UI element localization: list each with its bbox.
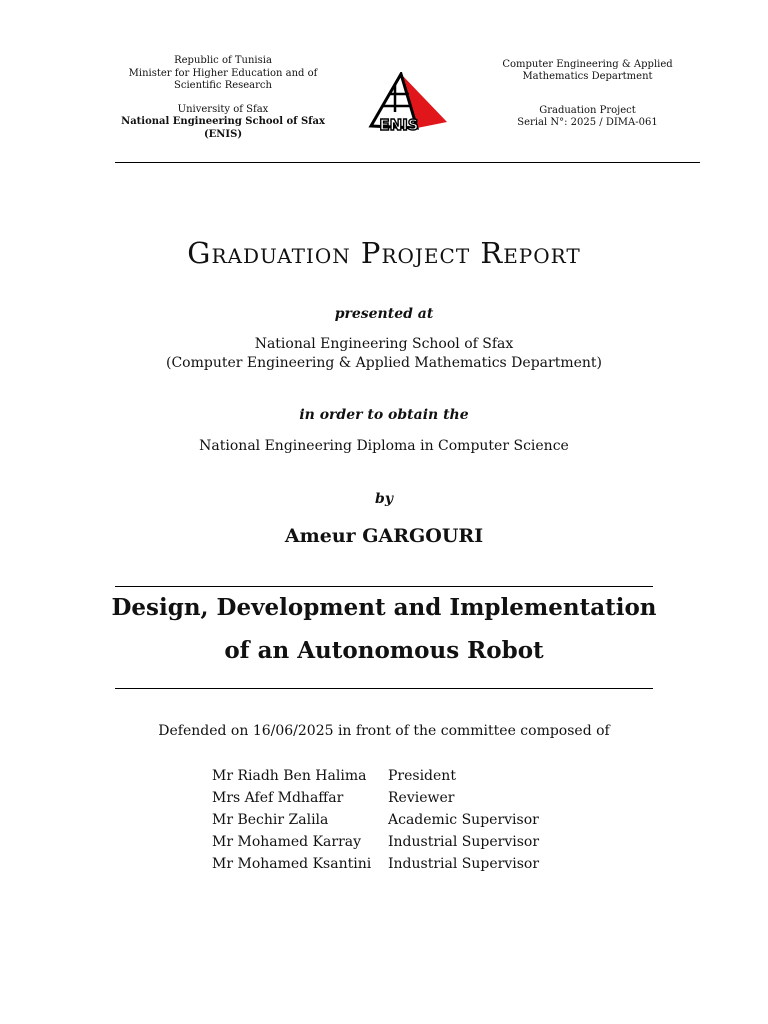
member-role: Reviewer (388, 790, 455, 806)
enis-logo-icon (365, 72, 449, 134)
member-name: Mr Mohamed Karray (212, 834, 362, 850)
university-label: University of Sfax (177, 103, 269, 115)
diploma-name: National Engineering Diploma in Computer Science (199, 438, 569, 454)
member-role: President (388, 768, 456, 784)
thesis-title-line2: of an Autonomous Robot (224, 637, 544, 664)
committee-list (212, 765, 539, 875)
author-name: Ameur GARGOURI (284, 525, 484, 547)
member-role: Academic Supervisor (388, 812, 539, 828)
enis-logo (365, 72, 449, 134)
committee-row (212, 787, 539, 809)
school-name: National Engineering School of Sfax (254, 336, 514, 352)
serial-number: Serial N°: 2025 / DIMA-061 (517, 117, 658, 128)
member-name: Mr Bechir Zalila (212, 812, 329, 828)
header-left-block (118, 55, 328, 141)
defended-text: Defended on 16/06/2025 in front of the committee composed of (158, 723, 610, 739)
thesis-title-line1: Design, Development and Implementation (111, 594, 657, 621)
header-divider (115, 162, 700, 163)
header-right-block (500, 59, 675, 129)
committee-row (212, 853, 539, 875)
committee-row (212, 809, 539, 831)
member-name: Mr Mohamed Ksantini (212, 856, 372, 872)
department-label-cont: Mathematics Department (522, 71, 653, 82)
project-type-label: Graduation Project (539, 105, 636, 116)
title-bottom-rule (115, 688, 653, 689)
page-title: Graduation Project Report (187, 236, 581, 270)
presented-at-label: presented at (334, 306, 434, 322)
by-label: by (375, 491, 393, 507)
school-label: National Engineering School of Sfax (121, 116, 325, 127)
department-name: (Computer Engineering & Applied Mathematics Department) (166, 355, 602, 371)
member-role: Industrial Supervisor (388, 834, 540, 850)
school-abbrev: (ENIS) (203, 128, 243, 140)
thesis-title (0, 586, 768, 672)
department-label: Computer Engineering & Applied (502, 59, 673, 70)
committee-row (212, 765, 539, 787)
member-name: Mrs Afef Mdhaffar (212, 790, 344, 806)
ministry-label: Minister for Higher Education and of (128, 67, 318, 79)
logo-text: ENIS (379, 116, 419, 134)
member-name: Mr Riadh Ben Halima (212, 768, 367, 784)
member-role: Industrial Supervisor (388, 856, 540, 872)
ministry-label-cont: Scientific Research (174, 80, 272, 91)
obtain-label: in order to obtain the (299, 407, 469, 423)
committee-row (212, 831, 539, 853)
republic-label: Republic of Tunisia (174, 55, 272, 66)
